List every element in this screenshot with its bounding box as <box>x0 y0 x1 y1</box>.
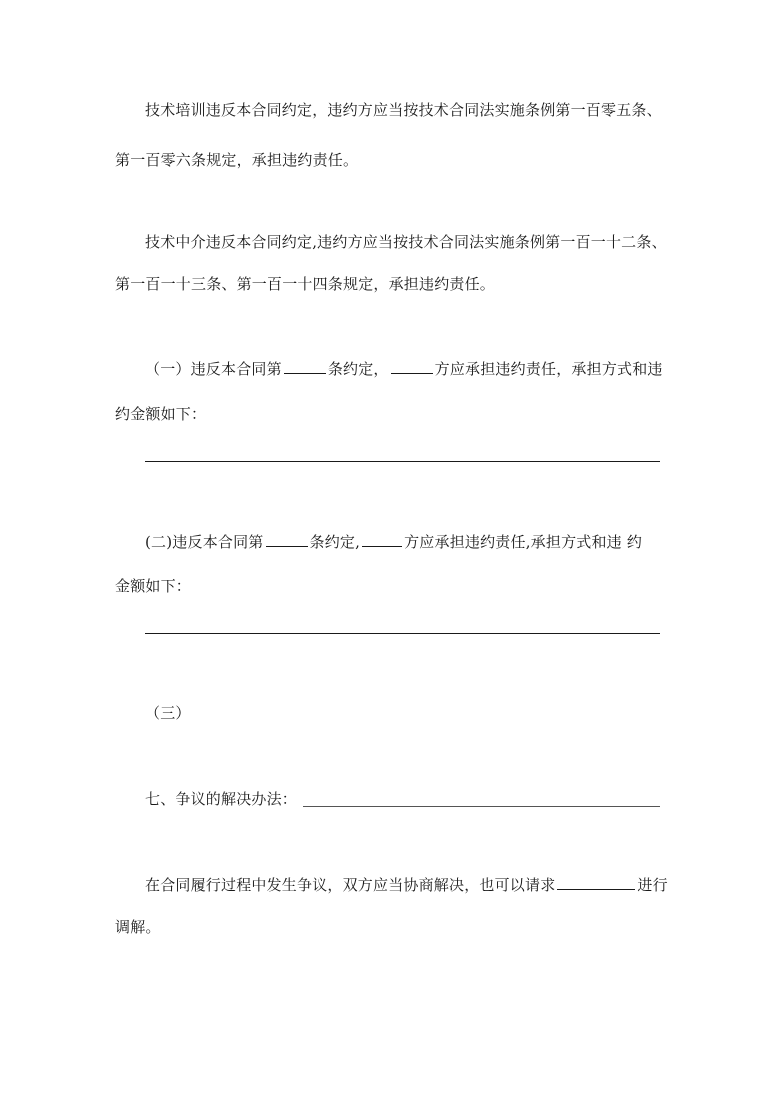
clause-item-2-prefix: (二)违反本合同第 <box>145 533 264 551</box>
dispute-paragraph-line1 <box>145 874 668 895</box>
paragraph-training-line1: 技术培训违反本合同约定，违约方应当按技术合同法实施条例第一百零五条、 <box>145 101 662 119</box>
party-name-blank[interactable] <box>391 358 433 374</box>
paragraph-intermediary-line2: 第一百一十三条、第一百一十四条规定，承担违约责任。 <box>115 275 496 293</box>
clause-item-2-line2: 金额如下： <box>115 577 192 595</box>
mediator-blank[interactable] <box>557 874 635 890</box>
dispute-resolution-blank[interactable] <box>303 806 660 807</box>
section-7-heading: 七、争议的解决办法： <box>145 790 298 808</box>
dispute-paragraph-line2: 调解。 <box>115 918 161 936</box>
clause-item-3: （三） <box>145 704 191 722</box>
clause-item-1-middle: 条约定， <box>327 360 389 378</box>
clause-item-2-middle: 条约定, <box>309 533 361 551</box>
clause-item-2-line1 <box>145 531 660 552</box>
paragraph-training-line2: 第一百零六条规定，承担违约责任。 <box>115 151 359 169</box>
clause-item-2-suffix: 方应承担违约责任,承担方式和违 约 <box>404 533 643 551</box>
penalty-details-line-1[interactable] <box>145 461 660 462</box>
clause-item-1-prefix: （一）违反本合同第 <box>145 360 282 378</box>
clause-item-1-line1 <box>145 358 663 379</box>
clause-item-1-suffix: 方应承担违约责任，承担方式和违 <box>434 360 663 378</box>
paragraph-intermediary-line1: 技术中介违反本合同约定,违约方应当按技术合同法实施条例第一百一十二条、 <box>145 233 667 251</box>
dispute-paragraph-suffix: 进行 <box>637 876 668 894</box>
clause-item-1-line2: 约金额如下： <box>115 405 207 423</box>
penalty-details-line-2[interactable] <box>145 633 660 634</box>
clause-number-blank[interactable] <box>284 358 326 374</box>
dispute-paragraph-prefix: 在合同履行过程中发生争议，双方应当协商解决，也可以请求 <box>145 876 556 894</box>
party-name-blank[interactable] <box>362 531 402 547</box>
clause-number-blank[interactable] <box>266 531 308 547</box>
